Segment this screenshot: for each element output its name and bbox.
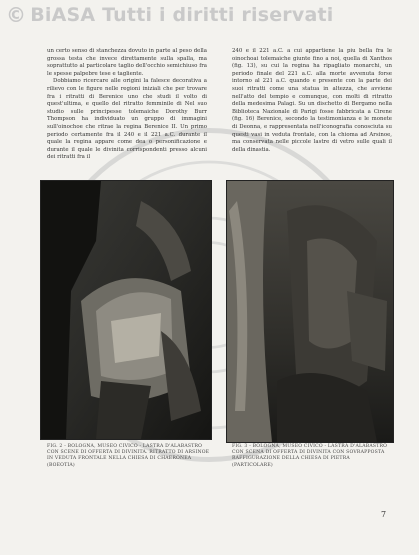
paragraph: un certo senso di stanchezza dovuto in parte al peso della grossa testa che invece direttamente sulla spalla, ma soprattutto al particolare taglio dell'occhio semichiuso fra le spesse palpebre tese e tagliente. [47, 48, 207, 77]
copyright-symbol: © [6, 3, 27, 27]
paragraph: Dobbiamo ricercare alle origini la falesce decorativa a rilievo con le figure nelle regioni iniziali che per trovare fra i ritratti di Berenice uno che studi il volto di quest'ultima, e quello del ritratto femminile di Nel suo studio sulle principesse tolemaiche Dorothy Burr Thompson ha individuato un gruppo di immagini sull'oinochoe che ritrae la regina Berenice II. Un primo periodo certamente fra il 240 e il 221 a.C. durante il quale la regina appare come dea o personificazione e durante il quale le divinita corrispondenti presso alcuni dei ritratti fra il [47, 78, 207, 161]
left-text-column [47, 48, 207, 162]
figure-right-photo [226, 180, 394, 443]
page-number: 7 [381, 510, 387, 519]
sculpture-relief-image [227, 181, 393, 442]
sculpture-relief-image [41, 181, 211, 439]
figure-left-photo [40, 180, 212, 440]
watermark [0, 0, 419, 30]
watermark-text: BiASA Tutti i diritti riservati [30, 4, 334, 26]
right-text-column [232, 48, 392, 154]
paragraph: 240 e il 221 a.C. a cui appartiene la piu bella fra le oinochoai tolemaiche giunte fino a noi, quella di Xanthos (fig. 13), su cui la regina ha ripagliato monarchi, un periodo finale del 221 a.C. alla morte avvenuta forse intorno al 221 a.C. quando e presente con la parte dei suoi ritratti come una statua in altezza, che avviene nell'atto del tempio e comunque, con molti di ritratto della medesima Palagi. Su un dischetto di Bergamo nella Biblioteca Nazionale di Parigi fosse fabbricata a Cirene (fig. 16) Berenice, secondo la testimonianza e le monete di Deonna, e rappresentata nell'iconografia conosciuta su questi vasi in veduta frontale, con la chioma ad Arsinoe, ma conservata nelle piccole lastre di vetro sulle quali il della dinastia. [232, 48, 392, 153]
figure-left-caption: FIG. 2 - BOLOGNA, MUSEO CIVICO - LASTRA D'ALABASTRO CON SCENE DI OFFERTA DI DIVINITA. RITRATTO DI ARSINOE IN VEDUTA FRONTALE NELLA CHIESA DI CHAERONEA (BOEOTIA) [47, 444, 210, 468]
figure-right-caption: FIG. 3 - BOLOGNA, MUSEO CIVICO - LASTRA D'ALABASTRO CON SCENA DI OFFERTA DI DIVINITA CON SOVRAPPOSTA RAFFIGURAZIONE DELLA CHIESA DI PIETRA (PARTICOLARE) [232, 444, 388, 468]
